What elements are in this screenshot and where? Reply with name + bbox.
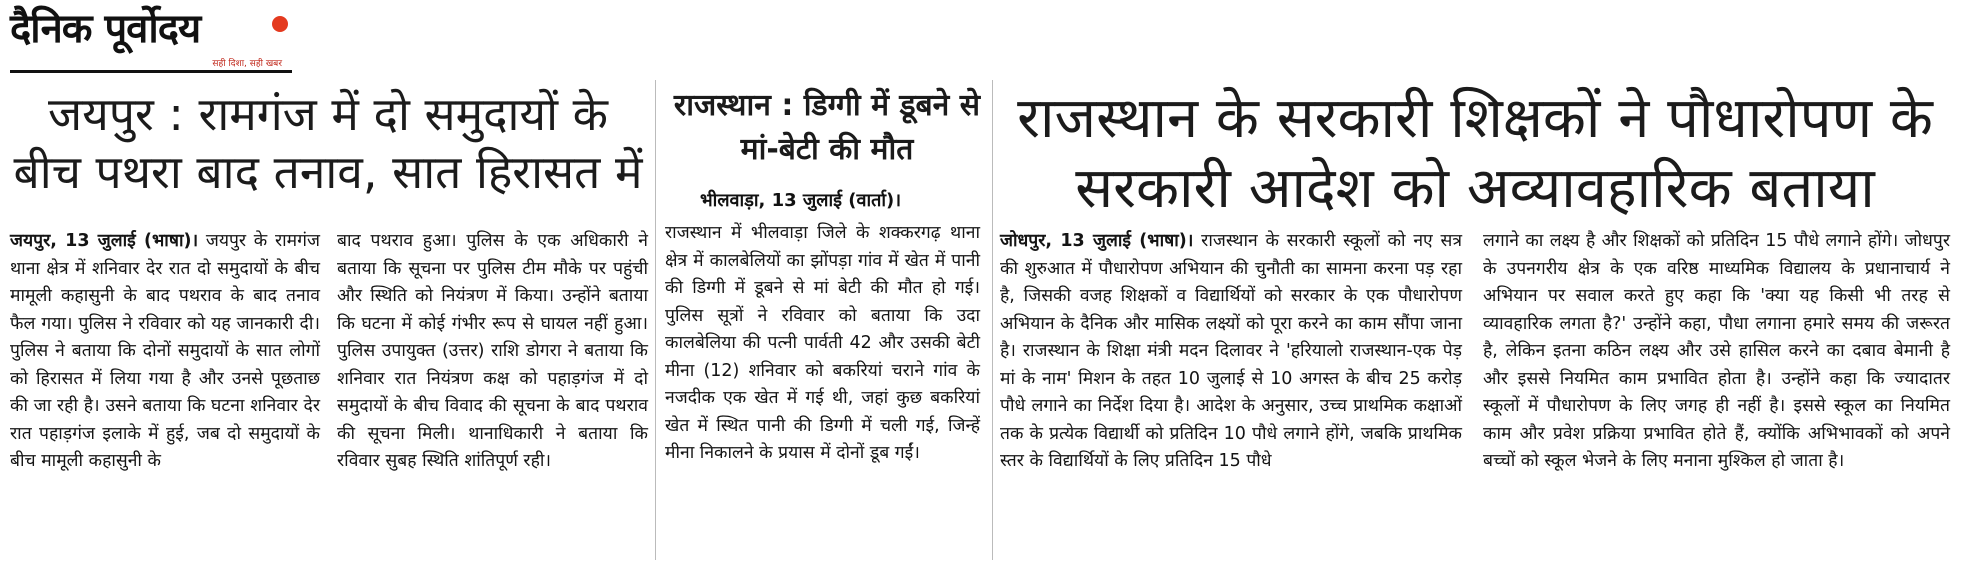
- newspaper-logo: दैनिक पूर्वोदय: [10, 6, 201, 52]
- article-3-headline: राजस्थान के सरकारी शिक्षकों ने पौधारोपण के सरकारी आदेश को अव्यावहारिक बताया: [1017, 86, 1933, 221]
- article-3-column-1: [1000, 228, 1462, 476]
- article-2-body: राजस्थान में भीलवाड़ा जिले के शक्करगढ़ थाना क्षेत्र में कालबेलियों का झोंपड़ा गांव में खेत में पानी की डिग्गी में डूबने से मां बेटी की मौत हो गई। पुलिस सूत्रों ने रविवार को बताया कि उदा कालबेलिया की पत्नी पार्वती 42 और उसकी बेटी मीना (12) शनिवार को बकरियां चराने गांव के नजदीक एक खेत में गई थी, जहां कुछ बकरियां खेत में स्थित पानी की डिग्गी में चली गई, जिन्हें मीना निकालने के प्रयास में दोनों डूब गईं।: [665, 223, 980, 463]
- article-2-dateline: भीलवाड़ा, 13 जुलाई (वार्ता)।: [700, 190, 902, 211]
- article-3-body-part-2: लगाने का लक्ष्य है और शिक्षकों को प्रतिदिन 15 पौधे लगाने होंगे। जोधपुर के उपनगरीय क्षेत्र के एक वरिष्ठ माध्यमिक विद्यालय के प्रधानाचार्य ने अभियान पर सवाल करते हुए कहा कि 'क्या यह किसी भी तरह से व्यावहारिक लगता है?' उन्होंने कहा, पौधा लगाना हमारे समय की जरूरत है, लेकिन इतना कठिन लक्ष्य और उसे हासिल करने का दबाव बेमानी है और इससे नियमित काम प्रभावित होता है। उन्होंने कहा कि ज्यादातर स्कूलों में पौधारोपण के लिए जगह ही नहीं है। इससे स्कूल का नियमित काम और प्रवेश प्रक्रिया प्रभावित होते हैं, क्योंकि अभिभावकों को अपने बच्चों को स्कूल भेजने के लिए मनाना मुश्किल हो जाता है।: [1483, 231, 1950, 471]
- newspaper-tagline: सही दिशा, सही खबर: [212, 59, 282, 69]
- column-divider: [655, 80, 656, 560]
- article-3-dateline: जोधपुर, 13 जुलाई (भाषा)।: [1000, 231, 1194, 251]
- article-1-column-1: [10, 228, 320, 476]
- masthead-rule: [10, 70, 292, 73]
- masthead: [10, 4, 292, 74]
- article-2-headline: राजस्थान : डिग्गी में डूबने से मां-बेटी की मौत: [673, 88, 981, 167]
- column-divider: [992, 80, 993, 560]
- article-3-body-part-1: राजस्थान के सरकारी स्कूलों को नए सत्र की शुरुआत में पौधारोपण अभियान की चुनौती का सामना करना पड़ रहा है, जिसकी वजह शिक्षकों व विद्यार्थियों को सरकार के एक पौधारोपण अभियान के दैनिक और मासिक लक्ष्यों को पूरा करने का काम सौंपा जाना है। राजस्थान के शिक्षा मंत्री मदन दिलावर ने 'हरियालो राजस्थान-एक पेड़ मां के नाम' मिशन के तहत 10 जुलाई से 10 अगस्त के बीच 25 करोड़ पौधे लगाने का निर्देश दिया है। आदेश के अनुसार, उच्च प्राथमिक कक्षाओं तक के प्रत्येक विद्यार्थी को प्रतिदिन 10 पौधे लगाने होंगे, जबकि प्राथमिक स्तर के विद्यार्थियों के लिए प्रतिदिन 15 पौधे: [1000, 231, 1462, 471]
- article-1-body-part-1: जयपुर के रामगंज थाना क्षेत्र में शनिवार देर रात दो समुदायों के बीच मामूली कहासुनी के बाद पथराव के बाद तनाव फैल गया। पुलिस ने रविवार को यह जानकारी दी। पुलिस ने बताया कि दोनों समुदायों के सात लोगों को हिरासत में लिया गया है और उनसे पूछताछ की जा रही है। उसने बताया कि घटना शनिवार देर रात पहाड़गंज इलाके में हुई, जब दो समुदायों के बीच मामूली कहासुनी के: [10, 231, 320, 471]
- article-1-dateline: जयपुर, 13 जुलाई (भाषा)।: [10, 231, 199, 251]
- article-1-headline: जयपुर : रामगंज में दो समुदायों के बीच पथरा बाद तनाव, सात हिरासत में: [13, 87, 643, 199]
- article-1-body-part-2: बाद पथराव हुआ। पुलिस के एक अधिकारी ने बताया कि सूचना पर पुलिस टीम मौके पर पहुंची और स्थिति को नियंत्रण में किया। उन्होंने बताया कि घटना में कोई गंभीर रूप से घायल नहीं हुआ। पुलिस उपायुक्त (उत्तर) राशि डोगरा ने बताया कि शनिवार रात नियंत्रण कक्ष को पहाड़गंज में दो समुदायों के बीच विवाद की सूचना के बाद पथराव की सूचना मिली। थानाधिकारी ने बताया कि रविवार सुबह स्थिति शांतिपूर्ण रही।: [337, 231, 648, 471]
- logo-dot-icon: [272, 16, 288, 32]
